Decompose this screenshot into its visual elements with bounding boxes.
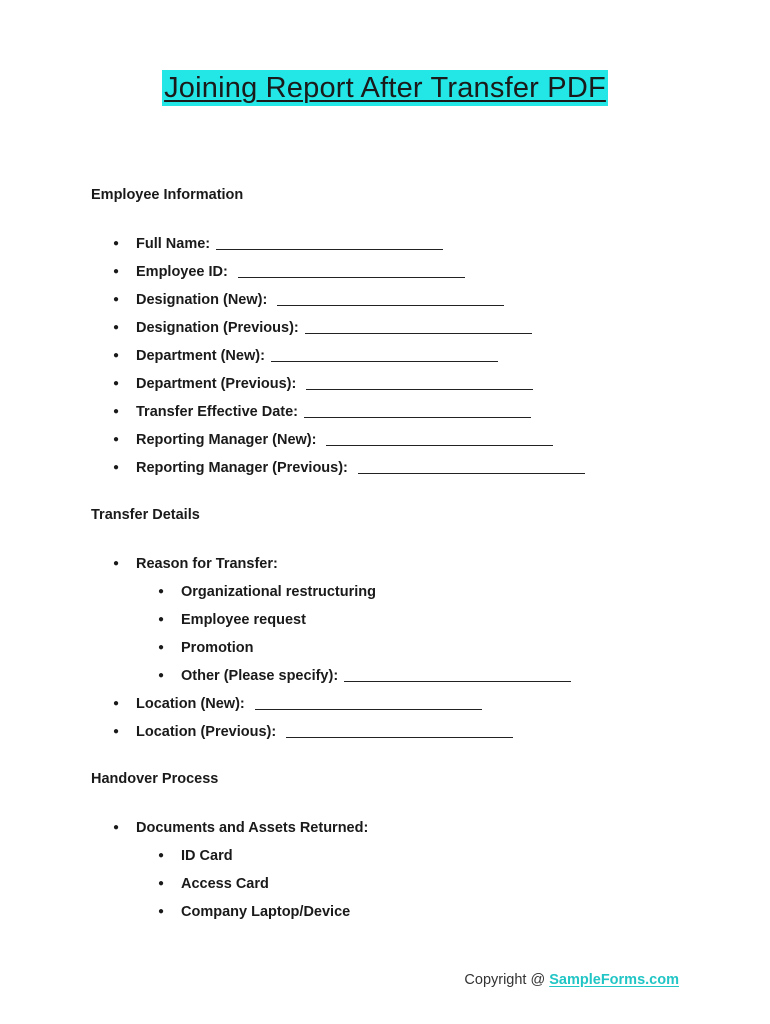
field-label-department-new: Department (New):	[136, 348, 265, 364]
bullet-icon: ●	[113, 238, 120, 249]
document-item-id-card: ID Card	[181, 848, 233, 864]
list-item	[136, 662, 571, 690]
employee-id-blank-line[interactable]	[238, 277, 465, 278]
bullet-icon: ●	[158, 642, 165, 653]
field-label-full-name: Full Name:	[136, 236, 211, 252]
location-new-blank-line[interactable]	[255, 709, 482, 710]
bullet-icon: ●	[158, 670, 165, 681]
list-item	[91, 258, 585, 286]
list-item	[136, 842, 368, 870]
reason-option-other: Other (Please specify):	[181, 668, 339, 684]
bullet-icon: ●	[113, 726, 120, 737]
list-item	[91, 398, 585, 426]
location-previous-blank-line[interactable]	[286, 737, 513, 738]
section-heading-transfer-details: Transfer Details	[91, 507, 200, 523]
documents-list	[136, 842, 368, 926]
copyright-footer	[464, 972, 679, 988]
bullet-icon: ●	[113, 462, 120, 473]
other-reason-blank-line[interactable]	[344, 681, 571, 682]
list-item	[91, 718, 571, 746]
designation-previous-blank-line[interactable]	[305, 333, 532, 334]
bullet-icon: ●	[158, 850, 165, 861]
bullet-icon: ●	[113, 378, 120, 389]
reason-options-list	[136, 578, 571, 690]
employee-information-list	[91, 230, 585, 482]
field-label-employee-id: Employee ID:	[136, 264, 228, 280]
reason-option-employee-request: Employee request	[181, 612, 306, 628]
sampleforms-link[interactable]: SampleForms.com	[549, 972, 679, 988]
bullet-icon: ●	[158, 586, 165, 597]
list-item	[91, 286, 585, 314]
bullet-icon: ●	[113, 294, 120, 305]
reason-option-promotion: Promotion	[181, 640, 254, 656]
designation-new-blank-line[interactable]	[277, 305, 504, 306]
title-container	[0, 70, 770, 106]
bullet-icon: ●	[113, 822, 120, 833]
reason-option-organizational-restructuring: Organizational restructuring	[181, 584, 376, 600]
list-item	[91, 342, 585, 370]
field-label-transfer-effective-date: Transfer Effective Date:	[136, 404, 298, 420]
field-label-designation-new: Designation (New):	[136, 292, 268, 308]
bullet-icon: ●	[158, 614, 165, 625]
bullet-icon: ●	[113, 558, 120, 569]
document-item-access-card: Access Card	[181, 876, 269, 892]
field-label-reporting-manager-new: Reporting Manager (New):	[136, 432, 317, 448]
list-item	[91, 454, 585, 482]
bullet-icon: ●	[158, 906, 165, 917]
field-label-location-previous: Location (Previous):	[136, 724, 277, 740]
reporting-manager-previous-blank-line[interactable]	[358, 473, 585, 474]
list-item	[91, 230, 585, 258]
bullet-icon: ●	[113, 266, 120, 277]
bullet-icon: ●	[113, 322, 120, 333]
field-label-reason-for-transfer: Reason for Transfer:	[136, 556, 278, 572]
section-heading-handover-process: Handover Process	[91, 771, 219, 787]
reporting-manager-new-blank-line[interactable]	[326, 445, 553, 446]
list-item	[91, 426, 585, 454]
transfer-details-list	[91, 550, 571, 746]
department-new-blank-line[interactable]	[271, 361, 498, 362]
document-item-company-laptop: Company Laptop/Device	[181, 904, 351, 920]
field-label-documents-and-assets-returned: Documents and Assets Returned:	[136, 820, 369, 836]
document-title: Joining Report After Transfer PDF	[164, 72, 606, 104]
bullet-icon: ●	[113, 406, 120, 417]
full-name-blank-line[interactable]	[216, 249, 443, 250]
list-item	[136, 606, 571, 634]
list-item	[136, 898, 368, 926]
field-label-designation-previous: Designation (Previous):	[136, 320, 299, 336]
field-label-department-previous: Department (Previous):	[136, 376, 297, 392]
field-label-location-new: Location (New):	[136, 696, 245, 712]
bullet-icon: ●	[158, 878, 165, 889]
copyright-prefix: Copyright @	[464, 972, 550, 988]
bullet-icon: ●	[113, 698, 120, 709]
list-item	[136, 870, 368, 898]
list-item	[91, 314, 585, 342]
department-previous-blank-line[interactable]	[306, 389, 533, 390]
bullet-icon: ●	[113, 350, 120, 361]
list-item-documents-and-assets	[91, 814, 368, 926]
transfer-effective-date-blank-line[interactable]	[304, 417, 531, 418]
bullet-icon: ●	[113, 434, 120, 445]
section-heading-employee-information: Employee Information	[91, 187, 244, 203]
field-label-reporting-manager-previous: Reporting Manager (Previous):	[136, 460, 348, 476]
list-item	[136, 634, 571, 662]
list-item-reason-for-transfer	[91, 550, 571, 690]
handover-process-list	[91, 814, 368, 926]
list-item	[91, 370, 585, 398]
list-item	[91, 690, 571, 718]
list-item	[136, 578, 571, 606]
